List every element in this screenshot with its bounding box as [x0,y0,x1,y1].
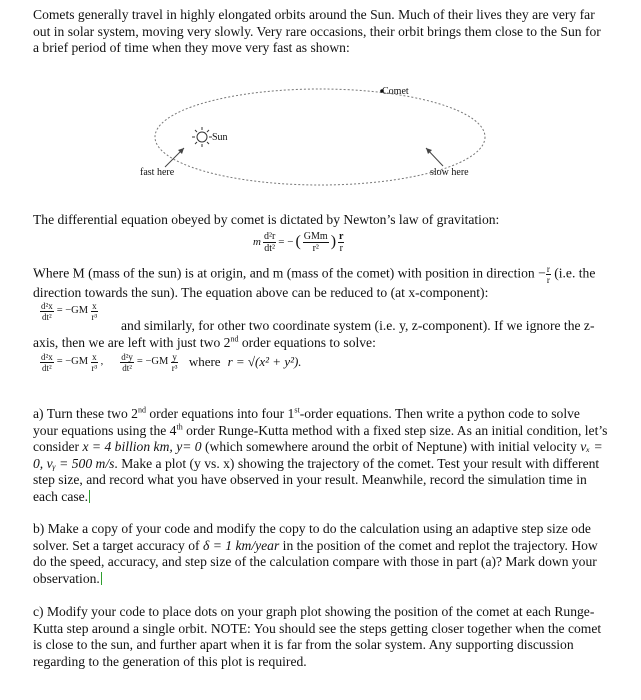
part-c: c) Modify your code to place dots on your graph plot showing the position of the comet at each Runge-Kutta step around a single orbit. NOTE: You should see the steps getting closer together when the comet is close to the sun, and further apart when it is far from the solar system. Any supporting discussion regarding to the generation of this plot is required. [33,604,602,669]
newton-equation: m $\frac{\text{d²r}}{\text{dt²}}$ = − ( $\frac{\text{GMm}}{\text{r²}}$ ) $\frac{r}{r}$ [253,231,344,254]
r-definition: r = √(x² + y²). [227,354,302,370]
sun-icon [192,127,212,147]
part-b-t1: b) Make a copy of your code and modify the copy to do the calculation using an adaptive step size ode solver. Set a target accuracy of [33,521,591,553]
text-cursor [89,490,90,503]
eq2y-lhs [120,352,134,373]
part-a-t4: order Runge-Kutta method with a fixed step size. As an initial condition, let’s consider [33,422,608,454]
sun-label: Sun [212,132,228,143]
eq2y-rhs: = −GM [136,356,169,368]
orbit-diagram [120,82,520,202]
eq2x-lhs [40,352,54,373]
eq1-lhs-fraction [263,231,276,254]
eq2x-num: d²x [41,352,53,362]
fast-arrow-icon [165,148,184,167]
part-a-t3: -order equations. Then write a python code to solve your equations using the 4 [33,406,580,438]
text-cursor [101,572,102,585]
p3-text3: and similarly, for other two coordinate system (i.e. y, z-component). If we ignore the z-axis, then we are left with just two 2 [33,318,595,350]
part-b [33,521,608,587]
part-b-accuracy: δ = 1 km/year [202,537,280,553]
eq1-num: GMm [303,231,328,242]
reduction-paragraph [33,264,608,302]
eq2y-y-den: r³ [171,363,178,373]
p3-sup-nd: nd [230,333,239,343]
where-label: where [188,354,221,370]
part-a-sup1: nd [137,405,146,415]
slow-arrow-icon [426,148,443,166]
eqx-x-num: x [92,301,97,311]
eqx-x-den: r³ [91,312,98,322]
eq2x-x-den: r³ [91,363,98,373]
eqx-num: d²x [41,301,53,311]
eq1-m: m [253,236,261,249]
part-a-t5: (which somewhere around the orbit of Neptune) with initial velocity [201,439,581,454]
eq1-equals: = − [278,236,294,249]
p3-dir-num: r [546,264,550,274]
eq1-unit-fraction [338,231,344,254]
gravitation-paragraph: The differential equation obeyed by comet is dictated by Newton’s law of gravitation: [33,212,500,227]
eq2y-y-num: y [172,352,177,362]
xy-equations: $\frac{\text{d²x}}{\text{dt²}}$ = −GM $\frac{x}{\text{r³}}$ , $\frac{\text{d²y}}{\text{dt²}}$ = −GM $\frac{y}{\text{r³}}$ where r = √(x² + y²). [41,352,302,373]
p3-text2: (i.e. the direction towards the sun). The equation above can be reduced to (at x-component): [33,265,596,300]
eq1-force-fraction [303,231,329,254]
eq2y-den: dt² [122,363,132,373]
eq2x-frac [91,352,98,373]
comet-label: Comet [382,86,409,97]
part-a-t6: . Make a plot (y vs. x) showing the trajectory of the comet. Test your result with different step size, and record what you have observed in your result. Meanwhile, record the simulation time in each case. [33,455,600,504]
eq1-den: r² [312,243,319,254]
eq1-lhs-num: d²r [263,231,276,242]
eq2x-den: dt² [42,363,52,373]
orbit-svg [120,82,520,202]
p3-text1: Where M (mass of the sun) is at origin, and m (mass of the comet) with position in direction − [33,265,546,281]
eqx-rhs: = −GM [56,305,89,317]
slow-here-label: slow here [430,167,469,178]
fast-here-label: fast here [140,167,175,178]
eq2x-rhs: = −GM [56,356,89,368]
p3-direction-fraction [546,264,551,285]
eq1-r-num: r [339,231,344,242]
eq2y-frac [171,352,178,373]
part-a-t1: a) Turn these two 2 [33,406,138,421]
eqx-den: dt² [42,312,52,322]
p3-dir-den: r [546,275,550,285]
part-b-t2: in the position of the comet and replot the trajectory. How do the speed, accuracy, and step size of the calculation compare with those in part (a)? Mark down your observation. [33,537,598,586]
part-a-sup3: th [176,421,183,431]
intro-paragraph: Comets generally travel in highly elongated orbits around the Sun. Much of their lives they are very far out in solar system, moving very slowly. Very rare occasions, their orbit brings them close to the Sun for a brief period of time when they move very fast as shown: [33,7,601,55]
eq1-lhs-den: dt² [264,243,275,254]
eq2y-num: d²y [121,352,133,362]
part-a-initial-velocity: vₓ = 0, vᵧ = 500 m/s [33,439,603,471]
part-a-sup2: st [294,405,300,415]
part-a-initial-position: x = 4 billion km, y= 0 [82,439,202,454]
p3-continuation [33,318,608,351]
part-a [33,406,608,505]
part-a-t2: order equations into four 1 [145,406,295,421]
eq1-r-den: r [339,243,343,254]
eq2x-x-num: x [92,352,97,362]
p3-text4: order equations to solve: [238,334,376,350]
